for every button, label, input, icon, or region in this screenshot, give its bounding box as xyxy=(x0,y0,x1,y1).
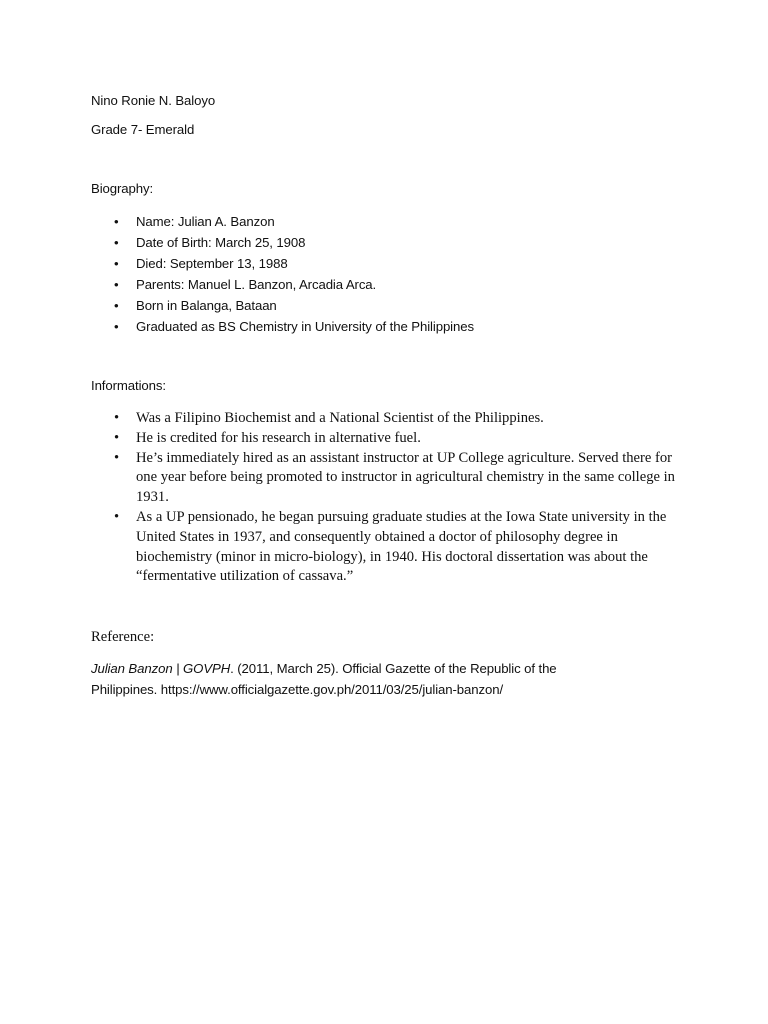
list-item xyxy=(91,211,691,232)
list-item-text: Parents: Manuel L. Banzon, Arcadia Arca. xyxy=(136,277,377,292)
informations-list xyxy=(91,409,691,587)
list-item-text: Was a Filipino Biochemist and a National Scientist of the Philippines. xyxy=(136,410,544,426)
bullet-icon: • xyxy=(114,256,119,271)
list-item-text: He’s immediately hired as an assistant instructor at UP College agriculture. Served there for one year before being promoted to instructor in agricultural chemistry in the same college in 1931. xyxy=(136,449,675,506)
list-item-text: As a UP pensionado, he began pursuing graduate studies at the Iowa State university in the United States in 1937, and consequently obtained a doctor of philosophy degree in biochemistry (minor in micro-biology), in 1940. His doctoral dissertation was about the “fermentative utilization of cassava.” xyxy=(136,508,667,585)
bullet-icon: • xyxy=(114,235,119,250)
list-item-text: Name: Julian A. Banzon xyxy=(136,214,275,229)
list-item xyxy=(91,316,691,337)
list-item xyxy=(91,232,691,253)
bullet-icon: • xyxy=(114,508,120,525)
bullet-icon: • xyxy=(114,277,119,292)
bullet-icon: • xyxy=(114,410,120,426)
bullet-icon: • xyxy=(114,449,120,466)
list-item xyxy=(91,253,691,274)
student-name: Nino Ronie N. Baloyo xyxy=(91,93,216,108)
list-item xyxy=(91,274,691,295)
biography-list xyxy=(91,211,691,337)
reference-heading: Reference: xyxy=(91,629,155,645)
reference-details: . (2011, March 25). Official Gazette of the Republic of the Philippines. https://www.officialgazette.gov.ph/2011/03/25/julian-banzon/ xyxy=(91,661,557,697)
list-item-text: Died: September 13, 1988 xyxy=(136,256,288,271)
list-item xyxy=(91,508,691,587)
bullet-icon: • xyxy=(114,298,119,313)
list-item xyxy=(91,295,691,316)
list-item xyxy=(91,429,691,449)
bullet-icon: • xyxy=(114,319,119,334)
biography-heading: Biography: xyxy=(91,181,154,196)
list-item xyxy=(91,449,691,508)
list-item-text: He is credited for his research in alternative fuel. xyxy=(136,429,421,446)
reference-citation xyxy=(91,659,611,700)
list-item-text: Born in Balanga, Bataan xyxy=(136,298,277,313)
list-item-text: Date of Birth: March 25, 1908 xyxy=(136,235,306,250)
informations-heading: Informations: xyxy=(91,378,166,393)
bullet-icon: • xyxy=(114,214,119,229)
list-item-text: Graduated as BS Chemistry in University of the Philippines xyxy=(136,319,474,334)
student-grade: Grade 7- Emerald xyxy=(91,122,195,137)
reference-title: Julian Banzon | GOVPH xyxy=(91,661,231,676)
list-item xyxy=(91,409,691,429)
bullet-icon: • xyxy=(114,429,120,446)
